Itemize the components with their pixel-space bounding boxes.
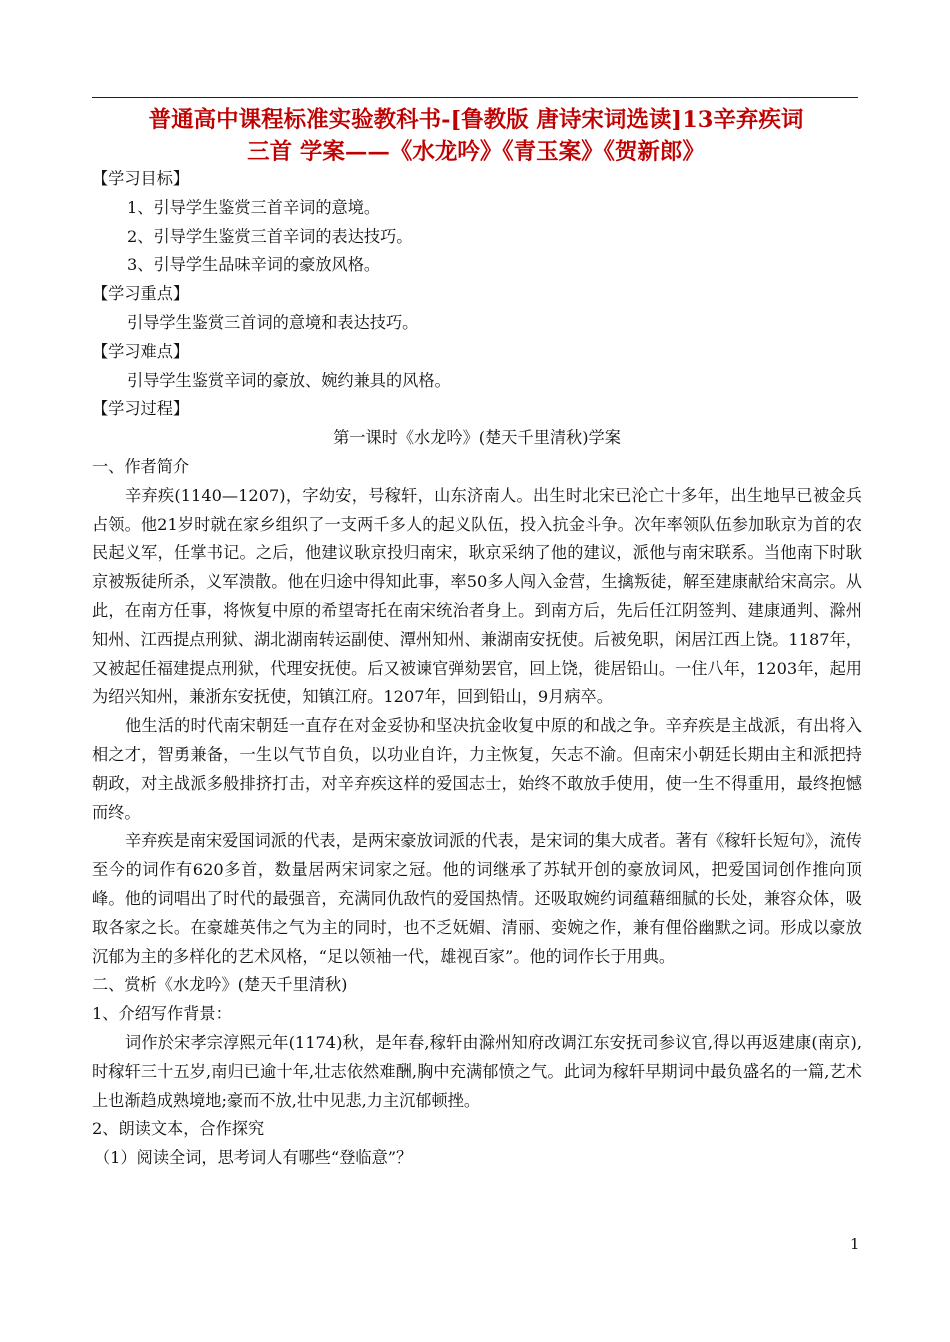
author-paragraph-3: 辛弃疾是南宋爱国词派的代表，是两宋豪放词派的代表，是宋词的集大成者。著有《稼轩长短句》，流传至今的词作有620多首，数量居两宋词家之冠。他的词继承了苏轼开创的豪放词风，把爱国词创作推向顶峰。他的词唱出了时代的最强音，充满同仇敌忾的爱国热情。还吸取婉约词蕴藉细腻的长处，兼容众体，吸取各家之长。在豪雄英伟之气为主的同时，也不乏妩媚、清丽、娈婉之作，兼有俚俗幽默之词。形成以豪放沉郁为主的多样化的艺术风格，“足以领袖一代，雄视百家”。他的词作长于用典。 bbox=[92, 831, 862, 966]
goal-item: 1、引导学生鉴赏三首辛词的意境。 bbox=[127, 197, 381, 217]
difficulty-text: 引导学生鉴赏辛词的豪放、婉约兼具的风格。 bbox=[127, 370, 451, 390]
goals-heading: 【学习目标】 bbox=[92, 169, 190, 188]
document-title bbox=[92, 104, 860, 168]
author-paragraph-1: 辛弃疾(1140—1207)，字幼安，号稼轩，山东济南人。出生时北宋已沦亡十多年，出生地早已被金兵占领。他21岁时就在家乡组织了一支两千多人的起义队伍，投入抗金斗争。次年率领队伍参加耿京为首的农民起义军，任掌书记。之后，他建议耿京投归南宋，耿京采纳了他的建议，派他与南宋联系。当他南下时耿京被叛徒所杀，义军溃散。他在归途中得知此事，率50多人闯入金营，生擒叛徒，解至建康献给宋高宗。从此，在南方任事，将恢复中原的希望寄托在南宋统治者身上。到南方后，先后任江阴签判、建康通判、滁州知州、江西提点刑狱、湖北湖南转运副使、潭州知州、兼湖南安抚使。后被免职，闲居江西上饶。1187年，又被起任福建提点刑狱，代理安抚使。后又被谏官弹劾罢官，回上饶，徙居铅山。一住八年，1203年，起用为绍兴知州，兼浙东安抚使，知镇江府。1207年，回到铅山，9月病卒。 bbox=[92, 485, 862, 707]
title-line-2: 三首 学案——《水龙吟》《青玉案》《贺新郎》 bbox=[247, 139, 705, 165]
key-heading: 【学习重点】 bbox=[92, 284, 190, 304]
title-line-1: 普通高中课程标准实验教科书-[鲁教版 唐诗宋词选读]13辛弃疾词 bbox=[148, 107, 804, 133]
header-rule bbox=[92, 97, 858, 98]
difficulty-heading: 【学习难点】 bbox=[92, 341, 190, 361]
lesson-title: 第一课时《水龙吟》(楚天千里清秋)学案 bbox=[333, 428, 621, 448]
page-number: 1 bbox=[850, 1235, 860, 1253]
question-1: （1）阅读全词，思考词人有哪些“登临意”？ bbox=[94, 1148, 413, 1168]
author-paragraph-2: 他生活的时代南宋朝廷一直存在对金妥协和坚决抗金收复中原的和战之争。辛弃疾是主战派，有出将入相之才，智勇兼备，一生以气节自负，以功业自许，力主恢复，矢志不渝。但南宋小朝廷长期由主和派把持朝政，对主战派多般排挤打击，对辛弃疾这样的爱国志士，始终不敢放手使用，使一生不得重用，最终抱憾而终。 bbox=[92, 716, 862, 822]
background-heading: 1、介绍写作背景： bbox=[92, 1004, 232, 1024]
goal-item: 3、引导学生品味辛词的豪放风格。 bbox=[127, 255, 381, 275]
process-heading: 【学习过程】 bbox=[92, 399, 190, 419]
key-text: 引导学生鉴赏三首词的意境和表达技巧。 bbox=[127, 312, 419, 332]
document-body bbox=[92, 165, 862, 1173]
reading-heading: 2、朗读文本，合作探究 bbox=[92, 1119, 265, 1139]
appreciate-heading: 二、赏析《水龙吟》(楚天千里清秋) bbox=[92, 975, 348, 995]
goal-item: 2、引导学生鉴赏三首辛词的表达技巧。 bbox=[127, 226, 413, 246]
author-heading: 一、作者简介 bbox=[92, 456, 190, 476]
background-paragraph: 词作於宋孝宗淳熙元年(1174)秋，是年春,稼轩由滁州知府改调江东安抚司参议官,得以再返建康(南京),时稼轩三十五岁,南归已逾十年,壮志依然难酬,胸中充满郁愤之气。此词为稼轩早期词中最负盛名的一篇,艺术上也渐趋成熟境地;豪而不放,壮中见悲,力主沉郁顿挫。 bbox=[92, 1032, 862, 1110]
